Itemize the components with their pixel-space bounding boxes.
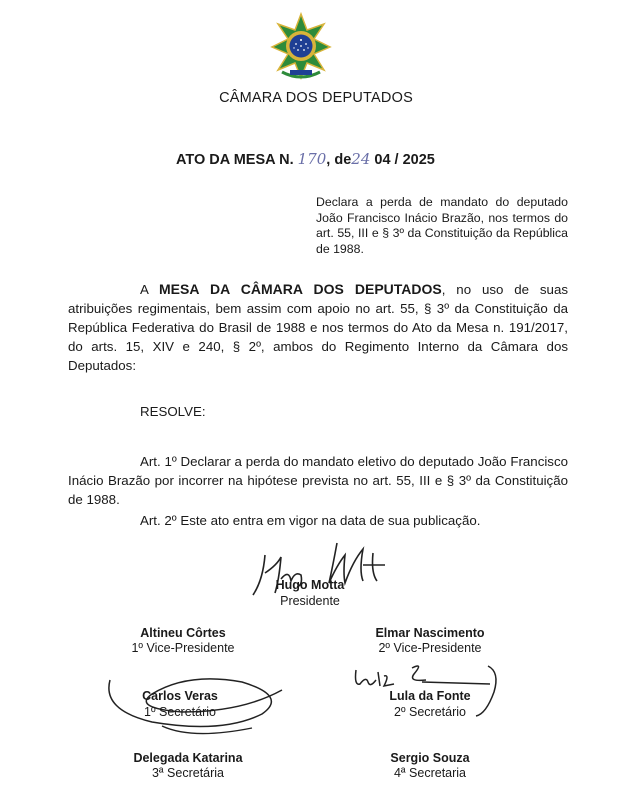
second-secretary-role: 2º Secretário	[394, 705, 466, 719]
president-role: Presidente	[280, 594, 340, 608]
first-vice-role: 1º Vice-Presidente	[131, 641, 235, 655]
act-title-middle: , de	[326, 152, 352, 168]
act-number-handwritten: 170	[297, 150, 327, 168]
preamble-rest: , no uso de suas atribuições regimentais, bem assim com apoio no art. 55, § 3º da Constituição da República Federativa do Brasil de 1988 e nos termos do Ato da Mesa n. 191/2017, do arts. 15, XIV e 240, § 2º, ambos do Regimento Interno da Câmara dos Deputados:	[68, 282, 568, 373]
resolve-heading: RESOLVE:	[140, 404, 206, 419]
fourth-secretary-role: 4ª Secretaria	[393, 766, 467, 780]
seal-ribbon	[290, 70, 312, 75]
second-vice-name: Elmar Nascimento	[375, 626, 485, 640]
preamble-lead: A	[140, 282, 159, 297]
first-secretary-name: Carlos Veras	[142, 689, 218, 703]
act-summary: Declara a perda de mandato do deputado João Francisco Inácio Brazão, nos termos do art. 55, III e § 3º da Constituição da República de 1988.	[316, 195, 568, 256]
chamber-name: CÂMARA DOS DEPUTADOS	[219, 90, 413, 106]
preamble-bold: MESA DA CÂMARA DOS DEPUTADOS	[159, 281, 442, 297]
act-title	[176, 150, 435, 168]
president-name: Hugo Motta	[275, 578, 345, 592]
article-1: Art. 1º Declarar a perda do mandato eletivo do deputado João Francisco Inácio Brazão por incorrer na hipótese prevista no art. 55, III e § 3º da Constituição de 1988.	[68, 454, 568, 507]
third-secretary-role: 3ª Secretária	[151, 766, 225, 780]
act-title-suffix: 04 / 2025	[370, 152, 435, 168]
fourth-secretary-name: Sergio Souza	[390, 751, 470, 765]
second-secretary-name: Lula da Fonte	[389, 689, 471, 703]
second-vice-role: 2º Vice-Presidente	[378, 641, 482, 655]
first-vice-name: Altineu Côrtes	[140, 626, 226, 640]
first-secretary-role: 1º Secretário	[144, 705, 216, 719]
preamble-paragraph	[68, 280, 568, 375]
coat-of-arms-icon	[268, 12, 334, 82]
act-title-prefix: ATO DA MESA N.	[176, 152, 294, 168]
act-day-handwritten: 24	[351, 150, 371, 168]
article-2: Art. 2º Este ato entra em vigor na data de sua publicação.	[140, 513, 481, 528]
third-secretary-name: Delegada Katarina	[133, 751, 243, 765]
